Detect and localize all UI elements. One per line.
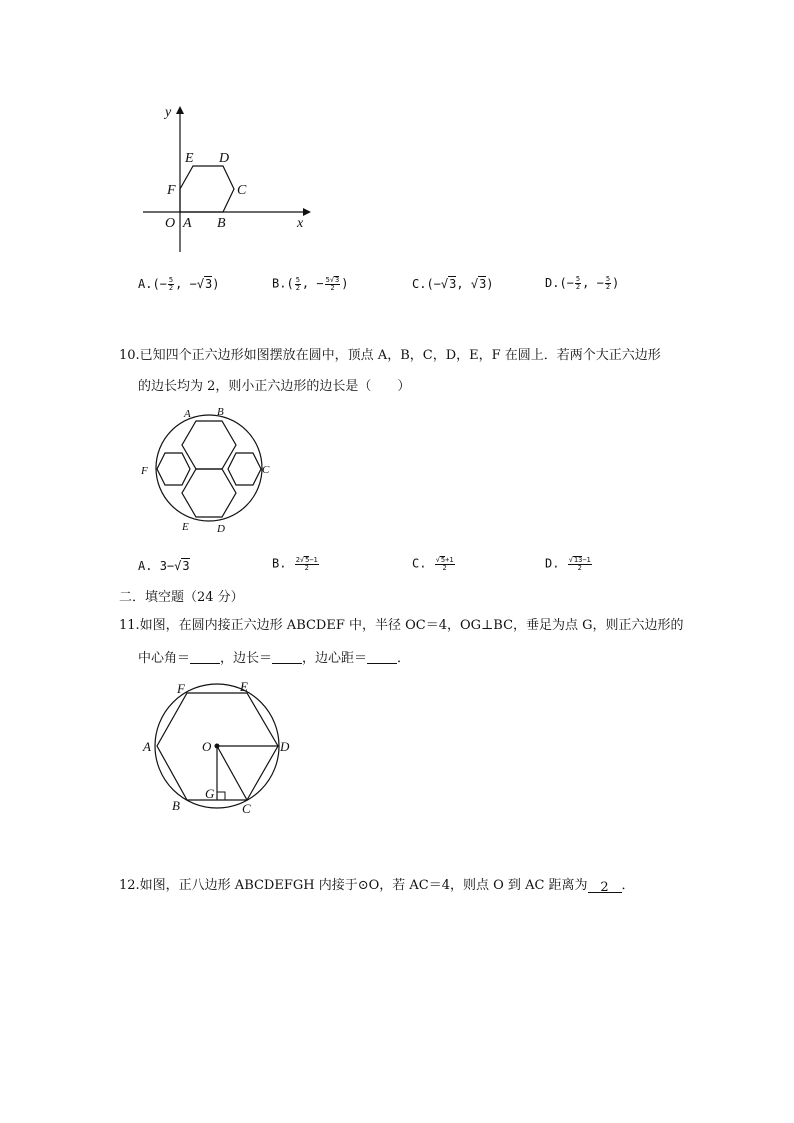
q9-option-b: B.( $\frac{5}{2}$ , − $\frac{5√3}{2}$ ) xyxy=(272,275,349,292)
q10-option-b: B. $\frac{2√5-1}{2}$ xyxy=(272,556,318,572)
label-D: D xyxy=(217,523,225,535)
label-B: B xyxy=(172,798,180,813)
q11-stem-line1: 11.如图，在圆内接正六边形 ABCDEF 中，半径 OC＝4，OG⊥BC，垂足为点 G，则正六边形的 xyxy=(119,618,684,633)
center-point xyxy=(215,744,220,749)
q9-option-d: D.(− $\frac{5}{2}$ , − $\frac{5}{2}$ ) xyxy=(545,275,620,291)
label-x: x xyxy=(297,216,304,231)
label-C: C xyxy=(262,464,270,476)
q12-answer-blank[interactable] xyxy=(588,880,622,893)
label-A: A xyxy=(184,408,191,420)
q10-option-c: C. $\frac{√5+1}{2}$ xyxy=(412,556,454,572)
blank-central-angle[interactable] xyxy=(190,651,220,664)
label-B: B xyxy=(217,406,224,418)
label-C: C xyxy=(237,183,247,198)
option-b-label: B. xyxy=(272,556,287,571)
label-O: O xyxy=(202,739,212,754)
option-d-label: D. xyxy=(545,556,560,571)
label-y: y xyxy=(165,105,172,120)
blank-apothem[interactable] xyxy=(367,651,397,664)
option-c-label: C. xyxy=(412,556,427,571)
label-F: F xyxy=(141,465,148,477)
label-E: E xyxy=(240,679,248,694)
q12-answer: 2 xyxy=(600,880,609,895)
outer-circle xyxy=(156,415,262,521)
q9-option-c: C.(−√3, √3) xyxy=(412,277,494,291)
upper-big-hexagon xyxy=(182,421,236,469)
label-C: C xyxy=(242,801,251,816)
option-a-label: A. xyxy=(138,559,153,573)
label-G: G xyxy=(205,786,215,801)
label-B: B xyxy=(217,216,226,231)
right-angle-mark xyxy=(217,792,225,800)
x-axis-arrow xyxy=(303,208,311,216)
blank-side-length[interactable] xyxy=(272,651,302,664)
q10-option-a: A. 3−√3 xyxy=(138,559,190,573)
lower-big-hexagon xyxy=(182,469,236,517)
y-axis-arrow xyxy=(176,106,184,114)
q12-stem: 12.如图，正八边形 ABCDEFGH 内接于⊙O，若 AC＝4，则点 O 到 AC 距离为 2 ． xyxy=(119,878,635,895)
section-title: 二．填空题（24 分） xyxy=(119,590,244,605)
label-D: D xyxy=(280,739,290,754)
q9-coordinate-figure xyxy=(135,100,315,260)
q10-stem-line1: 10.已知四个正六边形如图摆放在圆中，顶点 A，B，C，D，E，F 在圆上．若两个大正六边形 xyxy=(119,348,661,363)
label-F: F xyxy=(167,183,176,198)
hexagon xyxy=(180,166,234,212)
q10-stem-line2: 的边长均为 2，则小正六边形的边长是（ ） xyxy=(138,379,411,394)
q9-option-a: A.(− $\frac{5}{2}$ , −√3) xyxy=(138,276,220,292)
option-d-label: D. xyxy=(545,276,560,290)
label-E: E xyxy=(185,151,194,166)
q11-hexagon-figure xyxy=(135,676,305,821)
right-small-hexagon xyxy=(228,453,261,485)
label-A: A xyxy=(143,739,151,754)
label-F: F xyxy=(177,681,185,696)
q10-hexagons-figure xyxy=(135,400,280,540)
label-E: E xyxy=(182,521,189,533)
label-O: O xyxy=(165,216,176,231)
q11-stem-line2: 中心角＝ ，边长＝ ，边心距＝ ． xyxy=(138,651,411,666)
q10-option-d: D. $\frac{√13-1}{2}$ xyxy=(545,556,591,572)
option-b-label: B. xyxy=(272,276,287,291)
label-D: D xyxy=(219,151,230,166)
label-A: A xyxy=(183,216,192,231)
option-c-label: C. xyxy=(412,277,427,291)
option-a-label: A. xyxy=(138,277,153,291)
left-small-hexagon xyxy=(157,453,190,485)
